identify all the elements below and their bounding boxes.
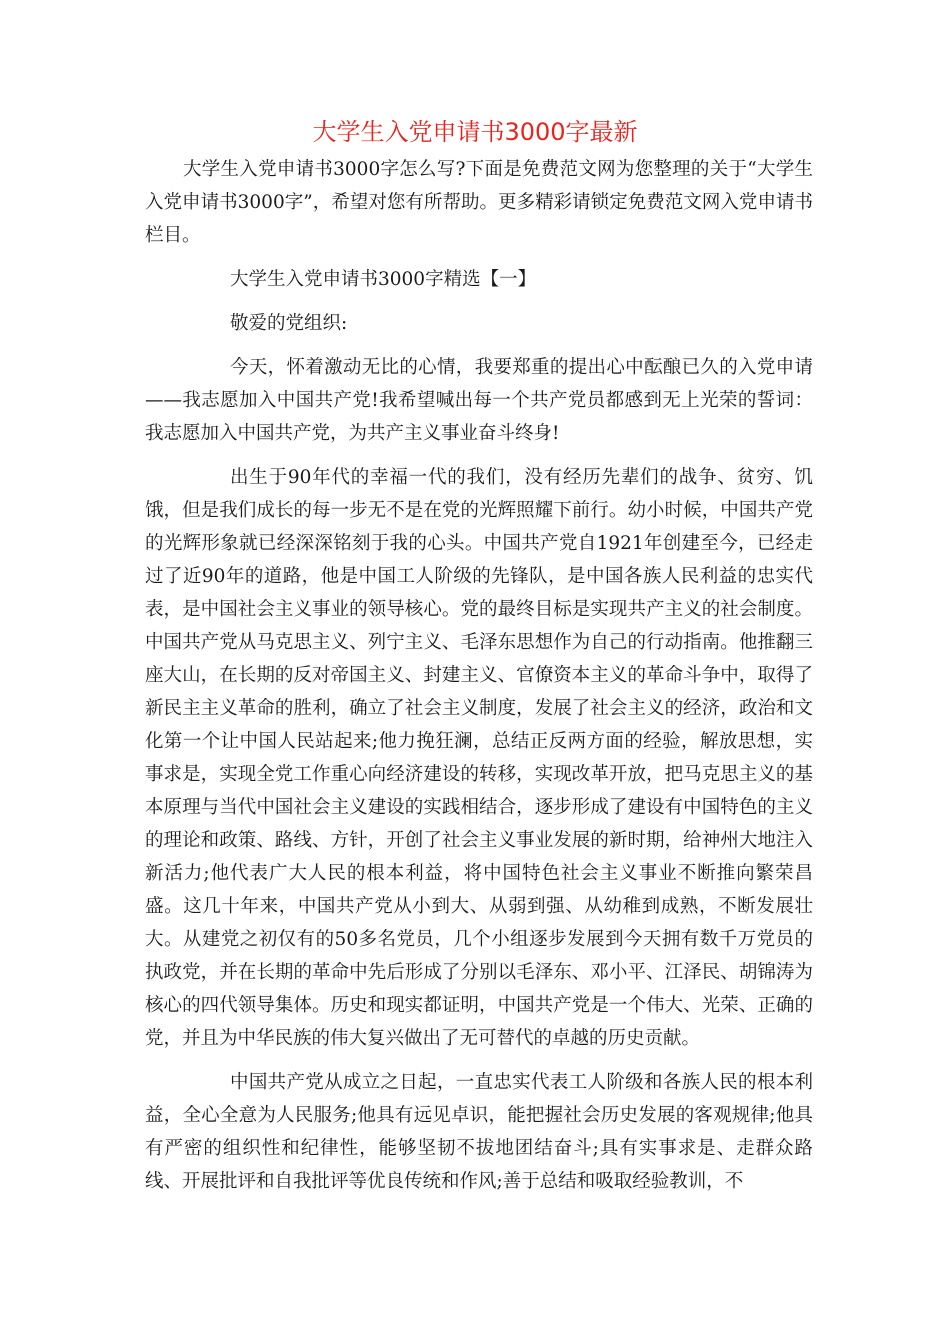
salutation: 敬爱的党组织: (230, 313, 348, 334)
document-body (145, 153, 813, 1198)
body-paragraph: 出生于90年代的幸福一代的我们，没有经历先辈们的战争、贫穷、饥饿，但是我们成长的每一步无不是在党的光辉照耀下前行。幼小时候，中国共产党的光辉形象就已经深深铭刻于我的心头。中国共产党自1921年创建至今，已经走过了近90年的道路，他是中国工人阶级的先锋队，是中国各族人民利益的忠实代表，是中国社会主义事业的领导核心。党的最终目标是实现共产主义的社会制度。中国共产党从马克思主义、列宁主义、毛泽东思想作为自己的行动指南。他推翻三座大山，在长期的反对帝国主义、封建主义、官僚资本主义的革命斗争中，取得了新民主主义革命的胜利，确立了社会主义制度，发展了社会主义的经济，政治和文化第一个让中国人民站起来;他力挽狂澜，总结正反两方面的经验，解放思想，实事求是，实现全党工作重心向经济建设的转移，实现改革开放，把马克思主义的基本原理与当代中国社会主义建设的实践相结合，逐步形成了建设有中国特色的主义的理论和政策、路线、方针，开创了社会主义事业发展的新时期，给神州大地注入新活力;他代表广大人民的根本利益，将中国特色社会主义事业不断推向繁荣昌盛。这几十年来，中国共产党从小到大、从弱到强、从幼稚到成熟，不断发展壮大。从建党之初仅有的50多名党员，几个小组逐步发展到今天拥有数千万党员的执政党，并在长期的革命中先后形成了分别以毛泽东、邓小平、江泽民、胡锦涛为核心的四代领导集体。历史和现实都证明，中国共产党是一个伟大、光荣、正确的党，并且为中华民族的伟大复兴做出了无可替代的卓越的历史贡献。 (145, 467, 813, 1049)
body-paragraph: 今天，怀着激动无比的心情，我要郑重的提出心中酝酿已久的入党申请——我志愿加入中国共产党!我希望喊出每一个共产党员都感到无上光荣的誓词：我志愿加入中国共产党，为共产主义事业奋斗终身! (145, 357, 813, 444)
section-heading: 大学生入党申请书3000字精选【一】 (230, 269, 537, 290)
intro-paragraph: 大学生入党申请书3000字怎么写?下面是免费范文网为您整理的关于“大学生入党申请书3000字”，希望对您有所帮助。更多精彩请锁定免费范文网入党申请书栏目。 (145, 159, 813, 246)
document-title: 大学生入党申请书3000字最新 (312, 118, 638, 146)
body-paragraph: 中国共产党从成立之日起，一直忠实代表工人阶级和各族人民的根本利益，全心全意为人民服务;他具有远见卓识，能把握社会历史发展的客观规律;他具有严密的组织性和纪律性，能够坚韧不拔地团结奋斗;具有实事求是、走群众路线、开展批评和自我批评等优良传统和作风;善于总结和吸取经验教训，不 (145, 1072, 813, 1192)
